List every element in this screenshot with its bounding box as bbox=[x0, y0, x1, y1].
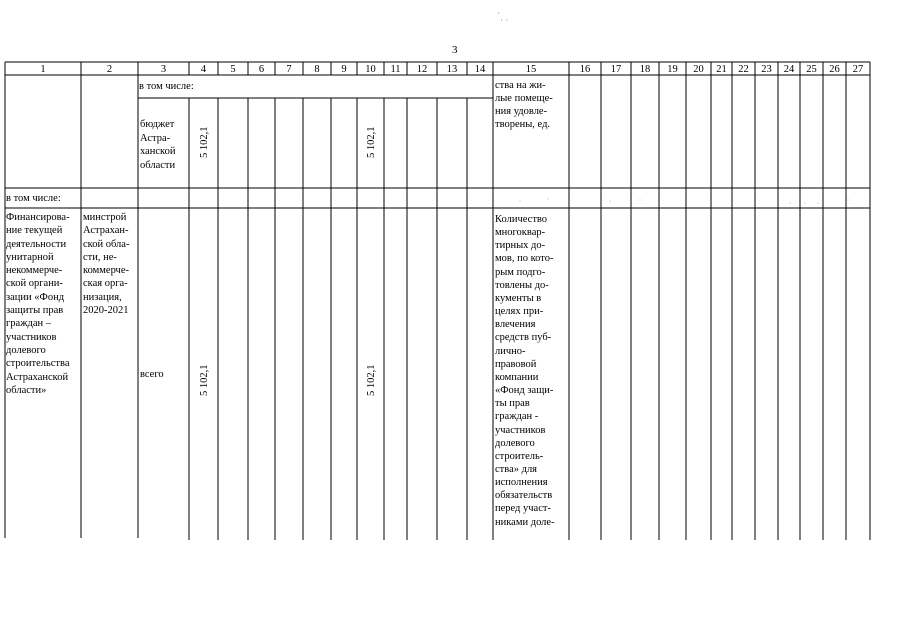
header-col-21: 21 bbox=[716, 64, 727, 75]
scan-mark: · bbox=[497, 8, 500, 18]
main-row-col15: Количество многоквар- тирных до- мов, по кото- рым подго- товлены до- кументы в целях при- влечения средств пуб- лично- правовой компании «Фонд защи- ты прав граждан - участников долевого строитель- ства» для исполнения обязательств перед участ- никами доле- bbox=[495, 214, 555, 528]
header-col-12: 12 bbox=[416, 64, 428, 75]
header-col-6: 6 bbox=[258, 64, 265, 75]
header-col-4: 4 bbox=[200, 64, 207, 75]
header-col-13: 13 bbox=[446, 64, 458, 75]
top-value-col10: 5 102,1 bbox=[366, 126, 377, 158]
header-col-16: 16 bbox=[579, 64, 591, 75]
header-col-24: 24 bbox=[783, 64, 795, 75]
header-col-8: 8 bbox=[314, 64, 320, 75]
header-col-10: 10 bbox=[365, 64, 376, 75]
header-col-2: 2 bbox=[106, 64, 113, 75]
top-value-col4: 5 102,1 bbox=[199, 126, 210, 158]
header-col-1: 1 bbox=[40, 64, 46, 75]
page-number: 3 bbox=[452, 44, 458, 56]
scan-mark: · · bbox=[500, 15, 509, 25]
main-value-col10: 5 102,1 bbox=[366, 364, 377, 396]
main-row-col1: Финансирова- ние текущей деятельности унитарной некоммерче- ской органи- зации «Фонд защиты прав граждан – участников долевого строительства Астраханской области» bbox=[6, 212, 70, 396]
main-row-col3-label: всего bbox=[140, 369, 164, 380]
header-col-26: 26 bbox=[829, 64, 840, 75]
header-col-22: 22 bbox=[738, 64, 749, 75]
header-col-5: 5 bbox=[230, 64, 236, 75]
header-col-15: 15 bbox=[525, 64, 537, 75]
header-col-23: 23 bbox=[761, 64, 772, 75]
main-value-col4: 5 102,1 bbox=[199, 364, 210, 396]
header-col-9: 9 bbox=[341, 64, 347, 75]
budget-label: бюджет Астра- ханской области bbox=[140, 119, 176, 171]
separator-row-label: в том числе: bbox=[6, 193, 61, 204]
main-row-col2: минстрой Астрахан- ской обла- сти, не- коммерче- ская орга- низация, 2020-2021 bbox=[83, 212, 130, 317]
header-col-20: 20 bbox=[693, 64, 704, 75]
subheading-in-that-number: в том числе: bbox=[139, 81, 194, 92]
header-col-3: 3 bbox=[160, 64, 167, 75]
header-col-27: 27 bbox=[852, 64, 864, 75]
header-col-11: 11 bbox=[390, 64, 401, 75]
header-col-17: 17 bbox=[610, 64, 622, 75]
header-col-14: 14 bbox=[474, 64, 486, 75]
header-col-18: 18 bbox=[639, 64, 651, 75]
top-col15-text: ства на жи- лые помеще- ния удовле- творены, ед. bbox=[495, 80, 553, 131]
header-col-7: 7 bbox=[286, 64, 292, 75]
header-col-19: 19 bbox=[667, 64, 678, 75]
header-col-25: 25 bbox=[806, 64, 817, 75]
